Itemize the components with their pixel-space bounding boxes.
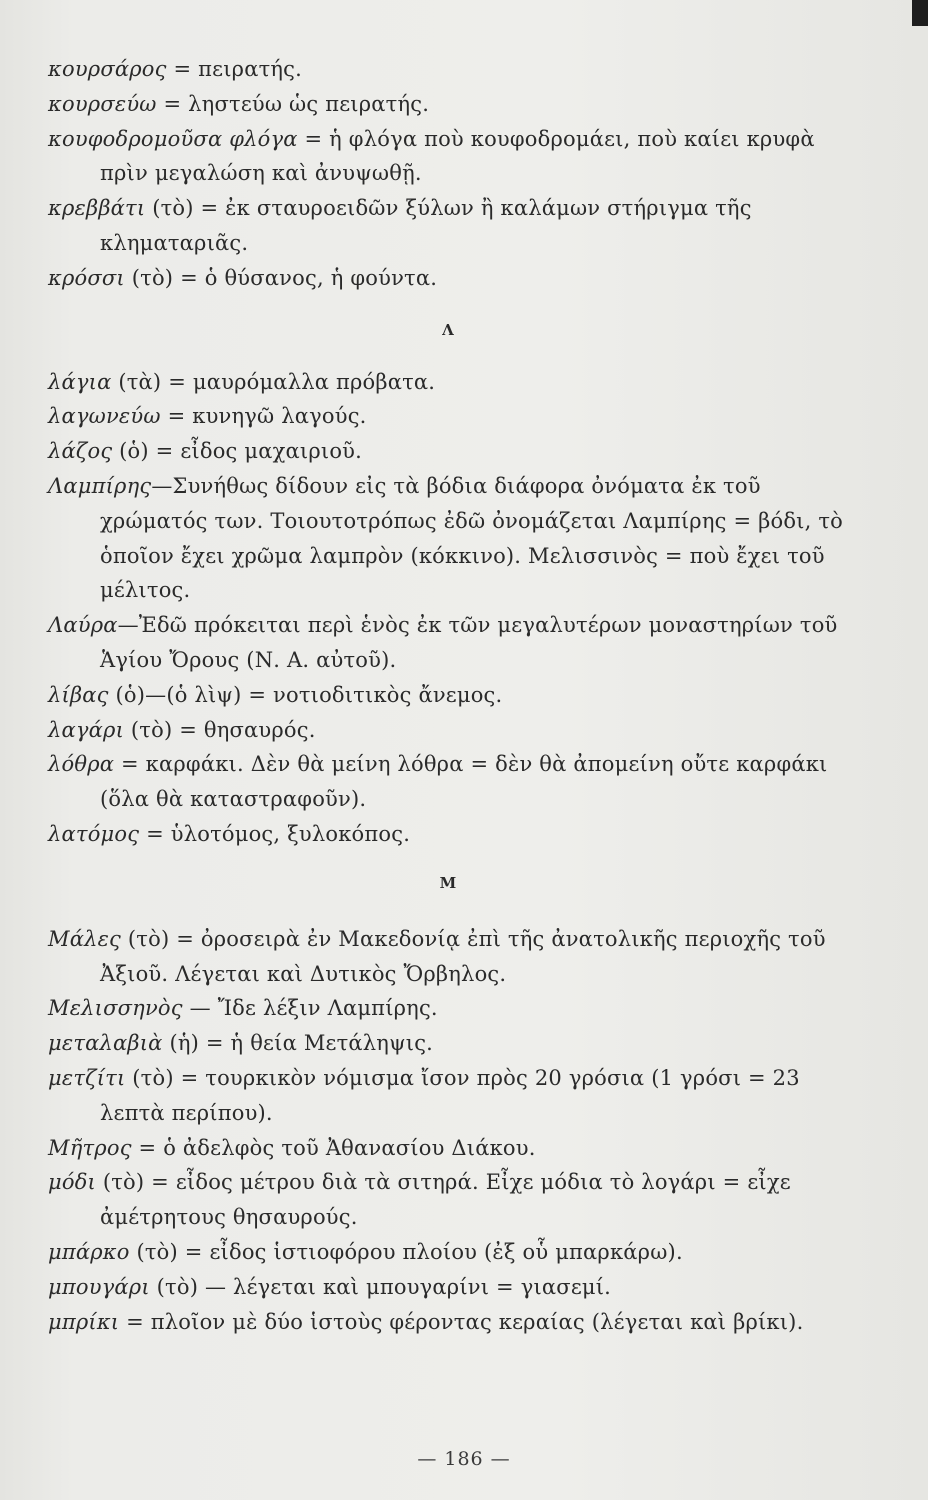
entry-definition: (τὸ) = εἶδος ἱστιοφόρου πλοίου (ἐξ οὗ μπαρκάρω). — [129, 1239, 683, 1264]
glossary-entry — [48, 261, 848, 296]
entry-term: λίβας — [48, 682, 109, 707]
entry-definition: (τὸ) = εἶδος μέτρου διὰ τὰ σιτηρά. Εἶχε μόδια τὸ λογάρι = εἶχε ἀμέτρητους θησαυρούς. — [95, 1170, 791, 1230]
glossary-entry — [48, 1061, 848, 1131]
glossary-entry — [48, 1270, 848, 1305]
entry-definition: —Συνήθως δίδουν εἰς τὰ βόδια διάφορα ὀνόματα ἐκ τοῦ χρώματός των. Τοιουτοτρόπως ἐδῶ ὀνομάζεται Λαμπίρης = βόδι, τὸ ὁποῖον ἔχει χρῶμα λαμπρὸν (κόκκινο). Μελισσινὸς = ποὺ ἔχει τοῦ μέλιτος. — [100, 473, 844, 603]
entry-term: Λαύρα — [48, 613, 118, 638]
entry-definition: = πλοῖον μὲ δύο ἱστοὺς φέροντας κεραίας (λέγεται καὶ βρίκι). — [119, 1309, 804, 1334]
glossary-entry — [48, 52, 848, 87]
glossary-entry — [48, 608, 848, 678]
entries-k — [48, 52, 848, 296]
glossary-entry — [48, 991, 848, 1026]
entry-term: κουφοδρομοῦσα φλόγα — [48, 126, 298, 151]
entry-definition: (τὰ) = μαυρόμαλλα πρόβατα. — [111, 369, 436, 394]
entry-definition: (τὸ) — λέγεται καὶ μπουγαρίνι = γιασεμί. — [149, 1274, 612, 1299]
entry-term: μετζίτι — [48, 1065, 126, 1090]
entry-definition: (τὸ) = ὁ θύσανος, ἡ φούντα. — [124, 265, 438, 290]
glossary-entry — [48, 434, 848, 469]
entry-definition: (τὸ) = ὀροσειρὰ ἐν Μακεδονίᾳ ἐπὶ τῆς ἀνατολικῆς περιοχῆς τοῦ Ἀξιοῦ. Λέγεται καὶ Δυτικὸς Ὄρβηλος. — [100, 926, 826, 986]
glossary-entry — [48, 678, 848, 713]
glossary-entry — [48, 747, 848, 817]
entry-definition: (ὁ)—(ὁ λὶψ) = νοτιοδιτικὸς ἄνεμος. — [108, 682, 503, 707]
glossary-entry — [48, 922, 848, 992]
scan-corner-mark — [912, 0, 928, 26]
entry-term: κουρσάρος — [48, 57, 167, 81]
entry-definition: = ὑλοτόμος, ξυλοκόπος. — [139, 821, 411, 846]
entry-term: μπρίκι — [48, 1309, 120, 1334]
entry-term: μπάρκο — [48, 1239, 130, 1264]
entry-definition: = κυνηγῶ λαγούς. — [160, 404, 367, 429]
glossary-entry — [48, 399, 848, 434]
glossary-entry — [48, 1305, 848, 1340]
entry-definition: — Ἴδε λέξιν Λαμπίρης. — [182, 996, 438, 1021]
entry-definition: (τὸ) = τουρκικὸν νόμισμα ἴσον πρὸς 20 γρόσια (1 γρόσι = 23 λεπτὰ περίπου). — [100, 1065, 800, 1125]
entry-term: λάγια — [48, 369, 112, 394]
entry-term: λαγάρι — [48, 717, 125, 742]
glossary-entry — [48, 365, 848, 400]
entry-term: Λαμπίρης — [48, 473, 152, 498]
section-heading-lambda: Λ — [442, 320, 454, 339]
entry-definition: (τὸ) = ἐκ σταυροειδῶν ξύλων ἢ καλάμων στήριγμα τῆς κληματαριᾶς. — [100, 196, 752, 255]
entry-term: λόθρα — [48, 752, 115, 777]
entry-term: μπουγάρι — [48, 1274, 150, 1299]
glossary-entry — [48, 469, 848, 608]
entry-term: Μάλες — [48, 926, 122, 951]
glossary-entry — [48, 1165, 848, 1235]
entry-term: Μῆτρος — [48, 1135, 132, 1160]
glossary-entry — [48, 1026, 848, 1061]
entry-definition: (τὸ) = θησαυρός. — [124, 717, 316, 742]
glossary-entry — [48, 191, 848, 261]
entries-m — [48, 922, 848, 1340]
glossary-entry — [48, 122, 848, 192]
glossary-entry — [48, 817, 848, 852]
entry-definition: (ὁ) = εἶδος μαχαιριοῦ. — [112, 439, 363, 464]
section-heading-mu: Μ — [439, 873, 457, 892]
entry-definition: = καρφάκι. Δὲν θὰ μείνη λόθρα = δὲν θὰ ἀπομείνη οὔτε καρφάκι (ὅλα θὰ καταστραφοῦν). — [100, 752, 828, 812]
glossary-entry — [48, 87, 848, 122]
entry-term: κρεββάτι — [48, 196, 146, 221]
entries-l — [48, 365, 848, 852]
entry-term: μεταλαβιὰ — [48, 1031, 163, 1056]
entry-definition: = πειρατής. — [166, 57, 303, 81]
entry-definition: (ἡ) = ἡ θεία Μετάληψις. — [162, 1031, 434, 1056]
entry-definition: = ὁ ἀδελφὸς τοῦ Ἀθανασίου Διάκου. — [131, 1135, 536, 1160]
entry-term: λατόμος — [48, 821, 140, 846]
glossary-entry — [48, 1235, 848, 1270]
page-number: — 186 — — [417, 1448, 511, 1470]
entry-term: Μελισσηνὸς — [48, 996, 183, 1021]
entry-definition: = ἡ φλόγα ποὺ κουφοδρομάει, ποὺ καίει κρυφὰ πρὶν μεγαλώση καὶ ἀνυψωθῇ. — [100, 126, 815, 186]
glossary-entry — [48, 1131, 848, 1166]
entry-definition: = ληστεύω ὡς πειρατής. — [156, 91, 430, 116]
entry-term: λαγωνεύω — [48, 404, 161, 429]
glossary-entry — [48, 713, 848, 748]
entry-term: μόδι — [48, 1170, 96, 1195]
entry-definition: —Ἐδῶ πρόκειται περὶ ἑνὸς ἐκ τῶν μεγαλυτέρων μοναστηρίων τοῦ Ἁγίου Ὄρους (Ν. Α. αὐτοῦ). — [100, 613, 838, 672]
glossary-content — [48, 52, 848, 1339]
entry-term: κουρσεύω — [48, 91, 157, 116]
entry-term: λάζος — [48, 439, 113, 464]
entry-term: κρόσσι — [48, 265, 125, 290]
